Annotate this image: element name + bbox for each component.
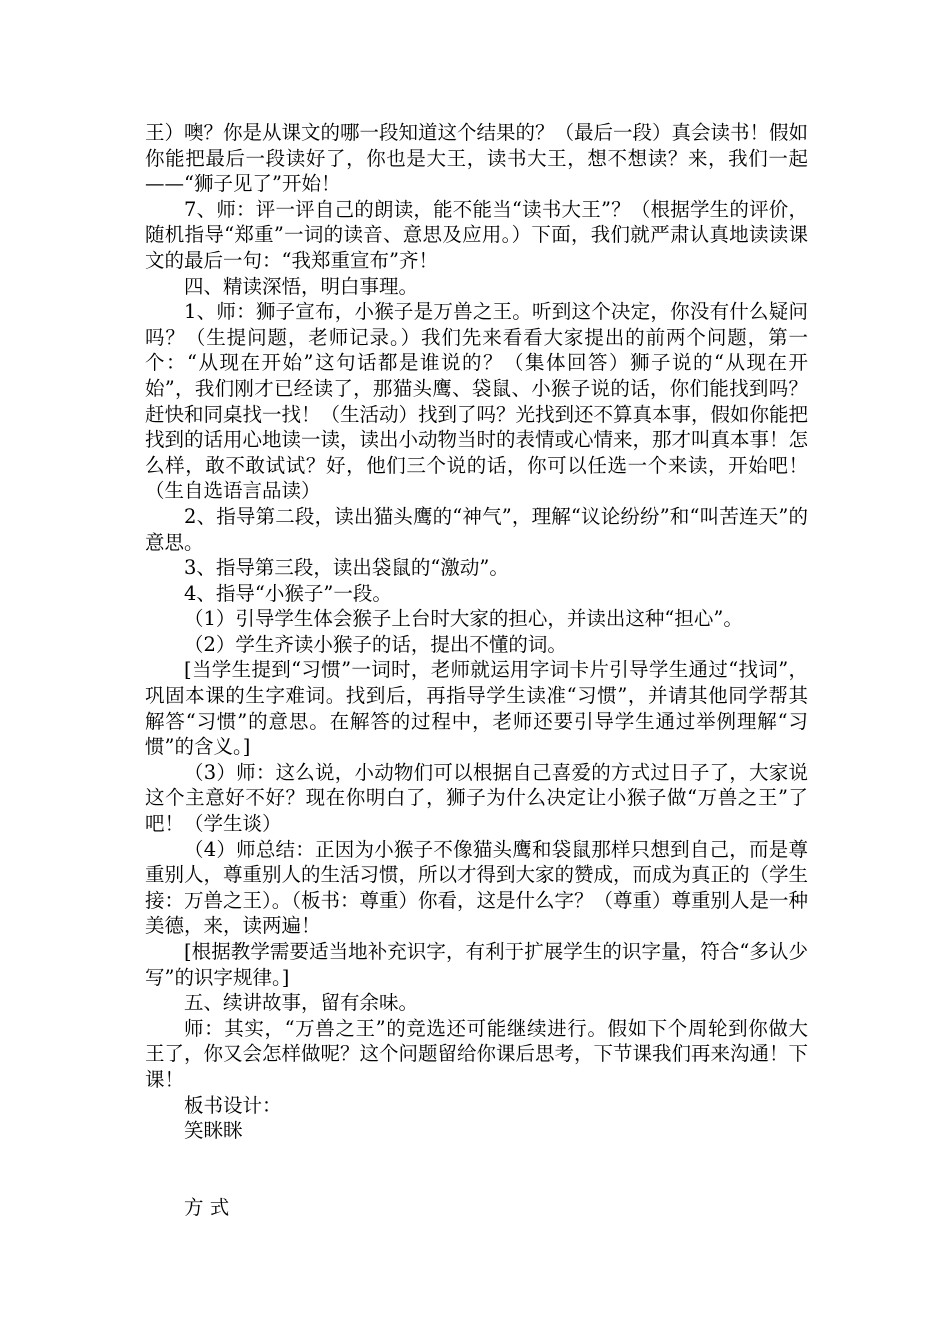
paragraph-text: 1、师：狮子宣布，小猴子是万兽之王。听到这个决定，你没有什么疑问吗？（生提问题，老师记录。）我们先来看看大家提出的前两个问题，第一个：“从现在开始”这句话都是谁说的？（集体回答）狮子说的“从现在开始”，我们刚才已经读了，那猫头鹰、袋鼠、小猴子说的话，你们能找到吗？赶快和同桌找一找！（生活动）找到了吗？光找到还不算真本事，假如你能把找到的话用心地读一读，读出小动物当时的表情或心情来，那才叫真本事！怎么样，敢不敢试试？好，他们三个说的话，你可以任选一个来读，开始吧！（生自选语言品读） xyxy=(145,300,809,503)
paragraph-text: 7、师：评一评自己的朗读，能不能当“读书大王”？（根据学生的评价，随机指导“郑重”一词的读音、意思及应用。）下面，我们就严肃认真地读读课文的最后一句：“我郑重宣布”齐！ xyxy=(145,197,808,272)
paragraph-text: 王）噢？你是从课文的哪一段知道这个结果的？（最后一段）真会读书！假如你能把最后一段读好了，你也是大王，读书大王，想不想读？来，我们一起——“狮子见了”开始！ xyxy=(145,121,809,196)
paragraph-text: （1）引导学生体会猴子上台时大家的担心，并读出这种“担心”。 xyxy=(184,607,743,631)
paragraph-text: 3、指导第三段，读出袋鼠的“激动”。 xyxy=(184,556,509,580)
section-heading: 四、精读深悟，明白事理。 xyxy=(184,274,419,298)
paragraph-text: （4）师总结：正因为小猴子不像猫头鹰和袋鼠那样只想到自己，而是尊重别人，尊重别人的生活习惯，所以才得到大家的赞成，而成为真正的（学生接：万兽之王）。（板书：尊重）你看，这是什么字？（尊重）尊重别人是一种美德，来，读两遍！ xyxy=(145,837,809,938)
board-design-label: 板书设计： xyxy=(184,1093,282,1117)
paragraph-text: 师：其实，“万兽之王”的竞选还可能继续进行。假如下个周轮到你做大王了，你又会怎样做呢？这个问题留给你课后思考，下节课我们再来沟通！下课！ xyxy=(145,1016,809,1091)
board-design-item: 方 式 xyxy=(184,1195,230,1219)
paragraph-text: （2）学生齐读小猴子的话，提出不懂的词。 xyxy=(184,632,567,656)
section-heading: 五、续讲故事，留有余味。 xyxy=(184,991,419,1015)
document-page xyxy=(145,120,808,1220)
board-design-item: 笑眯眯 xyxy=(184,1119,243,1143)
paragraph-text: 2、指导第二段，读出猫头鹰的“神气”，理解“议论纷纷”和“叫苦连天”的意思。 xyxy=(145,504,808,554)
paragraph-text: 4、指导“小猴子”一段。 xyxy=(184,581,392,605)
paragraph-text: （3）师：这么说，小动物们可以根据自己喜爱的方式过日子了，大家说这个主意好不好？现在你明白了，狮子为什么决定让小猴子做“万兽之王”了吧！（学生谈） xyxy=(145,760,808,836)
blank-space xyxy=(145,1144,808,1195)
paragraph-text: [根据教学需要适当地补充识字，有利于扩展学生的识字量，符合“多认少写”的识字规律。] xyxy=(145,940,808,989)
paragraph-text: [当学生提到“习惯”一词时，老师就运用字词卡片引导学生通过“找词”，巩固本课的生字难词。找到后，再指导学生读准“习惯”，并请其他同学帮其解答“习惯”的意思。在解答的过程中，老师还要引导学生通过举例理解“习惯”的含义。] xyxy=(145,658,808,759)
